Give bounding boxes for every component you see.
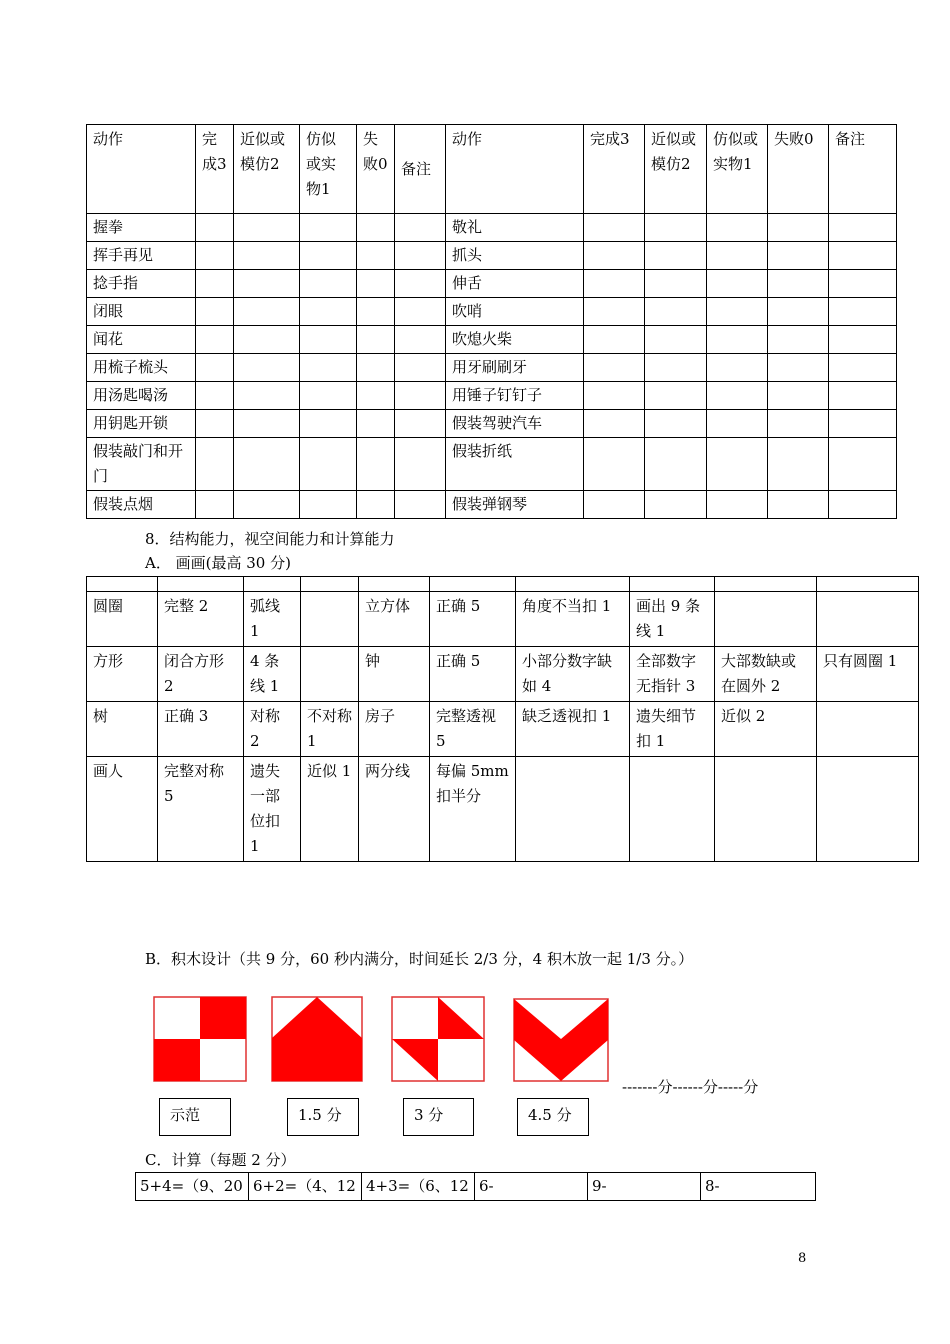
block-pattern-triangles [391,996,485,1082]
action-cell: 用锤子钉钉子 [446,382,584,410]
remark-cell [829,354,897,382]
table-cell [516,577,630,592]
table-cell [301,577,359,592]
table-cell [359,577,430,592]
remark-cell [395,354,446,382]
score-cell [645,270,707,298]
table-cell: 圆圈 [87,592,158,647]
table-cell: 不对称 1 [301,702,359,757]
score-cell [300,438,357,491]
score-cell [300,491,357,519]
action-cell: 用汤匙喝汤 [87,382,196,410]
header-cell: 失败0 [357,125,395,214]
score-cell [196,270,234,298]
table-row [87,382,897,410]
table-cell: 树 [87,702,158,757]
table-row [87,647,919,702]
score-cell [357,410,395,438]
score-cell [234,410,300,438]
score-cell [234,298,300,326]
remark-cell [395,214,446,242]
table-cell [87,577,158,592]
table-cell: 房子 [359,702,430,757]
score-line: -------分------分-----分 [622,1078,759,1096]
header-cell: 动作 [446,125,584,214]
score-cell [707,491,768,519]
score-cell [645,242,707,270]
table-row [87,491,897,519]
remark-cell [395,382,446,410]
section-b-title: B．积木设计（共 9 分，60 秒内满分，时间延长 2/3 分，4 积木放一起 1/3 分。） [145,950,694,968]
score-cell [707,326,768,354]
calc-table [135,1172,816,1201]
table-cell: 缺乏透视扣 1 [516,702,630,757]
score-cell [234,214,300,242]
score-cell [707,438,768,491]
score-cell [707,354,768,382]
table-cell: 完整 2 [158,592,244,647]
score-cell [768,382,829,410]
table-cell: 只有圆圈 1 [817,647,919,702]
table-cell: 完整透视 5 [430,702,516,757]
table-cell [516,757,630,862]
calc-cell: 4+3=（6、12 [362,1173,475,1201]
remark-cell [395,298,446,326]
header-cell: 备注 [395,125,446,214]
table-cell: 近似 2 [715,702,817,757]
score-cell [196,242,234,270]
remark-cell [395,270,446,298]
table-cell [817,592,919,647]
table-cell: 每偏 5mm 扣半分 [430,757,516,862]
score-cell [584,410,645,438]
table-cell [301,647,359,702]
score-cell [584,382,645,410]
remark-cell [395,491,446,519]
table-row [136,1173,816,1201]
table-cell [817,577,919,592]
score-cell [707,298,768,326]
score-cell [300,326,357,354]
table-cell: 小部分数字缺如 4 [516,647,630,702]
table-cell [715,592,817,647]
score-cell [584,270,645,298]
score-cell [645,410,707,438]
section-c-title: C．计算（每题 2 分） [145,1151,296,1169]
score-cell [196,214,234,242]
header-cell: 仿似或实物1 [300,125,357,214]
score-cell [768,491,829,519]
remark-cell [395,438,446,491]
table-row [87,354,897,382]
score-cell [196,491,234,519]
action-cell: 假装敲门和开门 [87,438,196,491]
page-number: 8 [798,1251,807,1266]
score-cell [196,354,234,382]
action-cell: 用牙刷刷牙 [446,354,584,382]
action-cell: 握拳 [87,214,196,242]
table-cell [430,577,516,592]
calc-cell: 9- [588,1173,701,1201]
score-cell [196,382,234,410]
remark-cell [829,270,897,298]
table-cell [630,577,715,592]
score-cell [584,242,645,270]
score-cell [234,382,300,410]
table-cell [630,757,715,862]
table-row [87,270,897,298]
table-header-row [87,125,897,214]
table-cell: 角度不当扣 1 [516,592,630,647]
remark-cell [829,298,897,326]
score-cell [357,491,395,519]
block-pattern-house [271,996,363,1082]
score-cell [768,326,829,354]
score-cell [768,242,829,270]
table-cell: 两分线 [359,757,430,862]
action-cell: 吹哨 [446,298,584,326]
score-cell [584,214,645,242]
caption-1-5: 1.5 分 [287,1098,359,1136]
drawing-table [86,576,919,862]
table-cell: 正确 5 [430,592,516,647]
score-cell [234,354,300,382]
score-cell [234,242,300,270]
score-cell [768,410,829,438]
remark-cell [395,242,446,270]
remark-cell [829,491,897,519]
score-cell [300,242,357,270]
block-pattern-chevron [513,998,609,1082]
calc-cell: 6- [475,1173,588,1201]
score-cell [768,438,829,491]
table-row [87,438,897,491]
table-cell: 画人 [87,757,158,862]
score-cell [300,298,357,326]
action-cell: 闻花 [87,326,196,354]
remark-cell [829,410,897,438]
table-cell: 立方体 [359,592,430,647]
score-cell [357,270,395,298]
table-cell: 方形 [87,647,158,702]
header-cell: 近似或模仿2 [234,125,300,214]
header-cell: 仿似或实物1 [707,125,768,214]
score-cell [645,354,707,382]
header-cell: 备注 [829,125,897,214]
action-cell: 闭眼 [87,298,196,326]
score-cell [768,214,829,242]
remark-cell [829,382,897,410]
table-cell: 近似 1 [301,757,359,862]
calc-cell: 8- [701,1173,816,1201]
score-cell [768,270,829,298]
table-cell: 钟 [359,647,430,702]
table-cell: 画出 9 条线 1 [630,592,715,647]
table-cell: 正确 3 [158,702,244,757]
score-cell [234,270,300,298]
score-cell [357,326,395,354]
score-cell [645,298,707,326]
score-cell [645,491,707,519]
action-cell: 假装驾驶汽车 [446,410,584,438]
score-cell [357,354,395,382]
score-cell [234,491,300,519]
score-cell [768,354,829,382]
score-cell [196,438,234,491]
score-cell [768,298,829,326]
score-cell [584,491,645,519]
score-cell [584,354,645,382]
table-row [87,298,897,326]
action-cell: 假装弹钢琴 [446,491,584,519]
score-cell [357,382,395,410]
score-cell [707,382,768,410]
remark-cell [395,410,446,438]
table-cell: 遗失一部位扣 1 [244,757,301,862]
block-pattern-demo [153,996,247,1082]
table-cell: 闭合方形 2 [158,647,244,702]
caption-demo: 示范 [159,1098,231,1136]
score-cell [300,270,357,298]
score-cell [357,298,395,326]
action-cell: 假装折纸 [446,438,584,491]
score-cell [300,354,357,382]
action-cell: 用钥匙开锁 [87,410,196,438]
score-cell [234,438,300,491]
header-cell: 完成3 [196,125,234,214]
score-cell [357,438,395,491]
remark-cell [829,242,897,270]
section-a-title: A． 画画(最高 30 分) [145,554,291,572]
table-row [87,410,897,438]
score-cell [357,214,395,242]
calc-cell: 6+2=（4、12 [249,1173,362,1201]
score-cell [707,270,768,298]
score-cell [584,298,645,326]
table-cell [817,702,919,757]
table-cell [715,577,817,592]
score-cell [707,214,768,242]
table-row [87,592,919,647]
score-cell [196,298,234,326]
table-cell [817,757,919,862]
table-cell: 全部数字无指针 3 [630,647,715,702]
table-row [87,326,897,354]
remark-cell [829,326,897,354]
action-cell: 抓头 [446,242,584,270]
table-row [87,214,897,242]
score-cell [645,326,707,354]
header-cell: 失败0 [768,125,829,214]
score-cell [357,242,395,270]
table-cell: 4 条线 1 [244,647,301,702]
remark-cell [395,326,446,354]
score-cell [584,438,645,491]
table-cell: 大部数缺或在圆外 2 [715,647,817,702]
score-cell [645,382,707,410]
score-cell [707,242,768,270]
score-cell [707,410,768,438]
section-8-title: 8．结构能力，视空间能力和计算能力 [145,530,395,548]
score-cell [300,382,357,410]
header-cell: 近似或模仿2 [645,125,707,214]
table-cell [158,577,244,592]
score-cell [300,214,357,242]
action-cell: 用梳子梳头 [87,354,196,382]
table-cell: 完整对称 5 [158,757,244,862]
table-cell: 正确 5 [430,647,516,702]
table-cell [301,592,359,647]
score-cell [196,410,234,438]
actions-table [86,124,897,519]
action-cell: 假装点烟 [87,491,196,519]
header-cell: 动作 [87,125,196,214]
caption-4-5: 4.5 分 [517,1098,589,1136]
table-cell: 弧线 1 [244,592,301,647]
action-cell: 敬礼 [446,214,584,242]
action-cell: 伸舌 [446,270,584,298]
header-cell: 完成3 [584,125,645,214]
score-cell [300,410,357,438]
score-cell [196,326,234,354]
calc-cell: 5+4=（9、20 [136,1173,249,1201]
table-cell: 遗失细节扣 1 [630,702,715,757]
caption-3: 3 分 [403,1098,474,1136]
action-cell: 挥手再见 [87,242,196,270]
table-row [87,577,919,592]
table-row [87,702,919,757]
table-row [87,242,897,270]
action-cell: 吹熄火柴 [446,326,584,354]
action-cell: 捻手指 [87,270,196,298]
score-cell [584,326,645,354]
remark-cell [829,438,897,491]
table-row [87,757,919,862]
table-cell [715,757,817,862]
score-cell [645,438,707,491]
table-cell: 对称 2 [244,702,301,757]
score-cell [645,214,707,242]
table-cell [244,577,301,592]
remark-cell [829,214,897,242]
score-cell [234,326,300,354]
